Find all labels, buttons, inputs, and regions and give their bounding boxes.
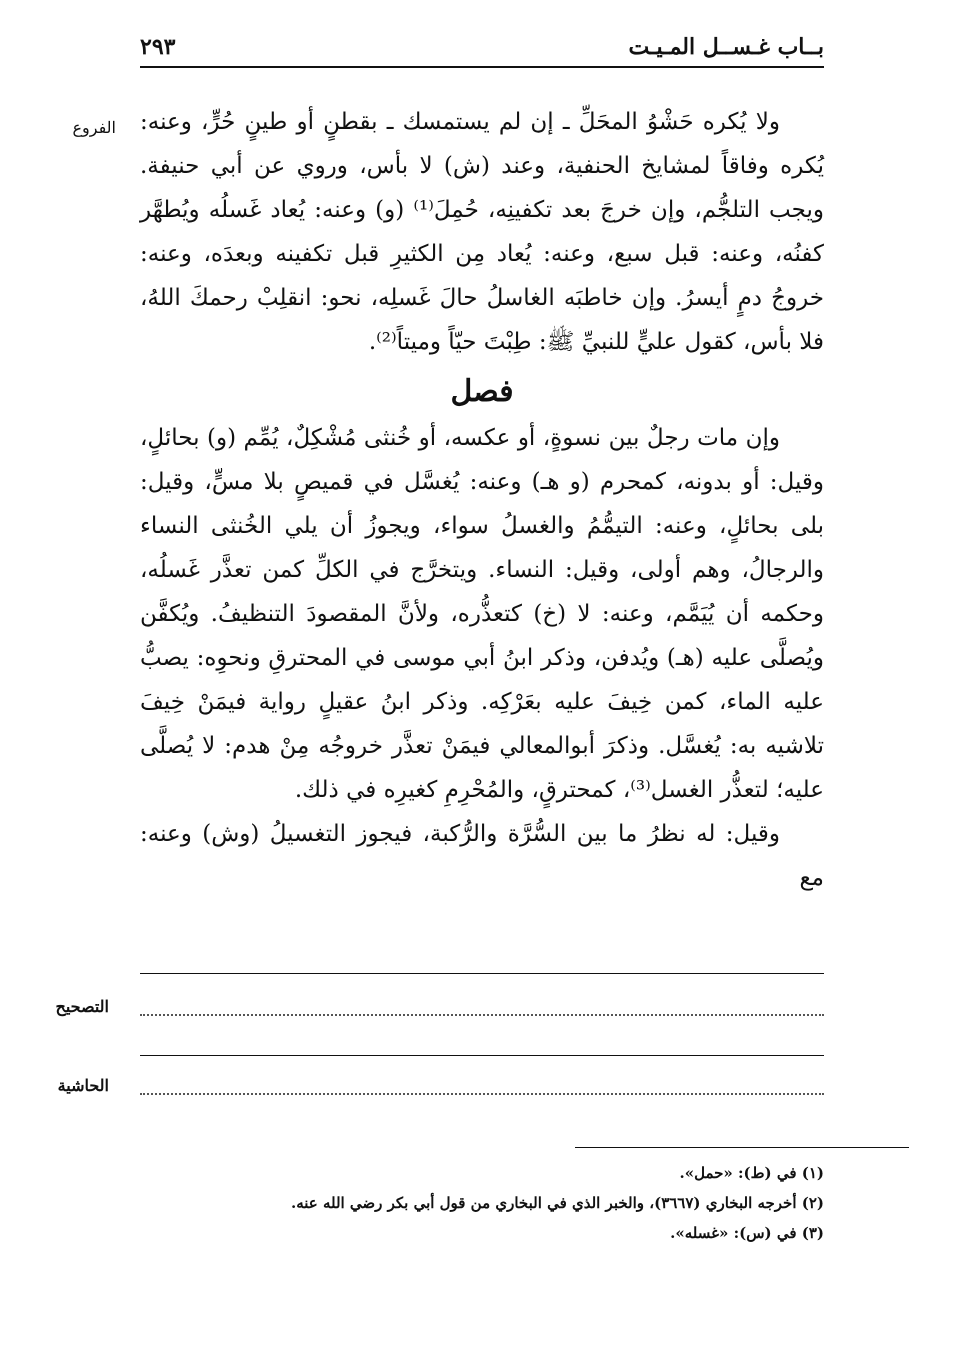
side-label-branches: الفروع [72, 118, 116, 137]
footnote: (٢) أخرجه البخاري (٣٦٦٧)، والخبر الذي في البخاري من قول أبي بكر رضي الله عنه. [290, 1194, 824, 1212]
paragraph: ولا يُكره حَشْوُ المحَلِّ ـ إن لم يستمسك ـ بقطنٍ أو طينٍ حُرٍّ، وعنه: يُكره وفاقاً لمشايخ الحنفية، وعند (ش) لا بأس، وروي عن أبي حنيفة. ويجب التلجُّم، وإن خرجَ بعد تكفينِه، حُمِلَ⁽¹⁾ (و) وعنه: يُعاد غَسلُه ويُطهَّر كفنُه، وعنه: قبل سبع، وعنه: يُعاد مِن الكثيرِ قبل تكفينه وبعدَه، وعنه: خروجُ دمٍ أيسرُ. وإن خاطبَه الغاسلُ حالَ غَسلِه، نحو: انقلِبْ رحمكَ اللهُ، فلا بأس، كقول عليٍّ للنبيِّ ﷺ: طِبْتَ حيّاً وميتاً⁽²⁾. [140, 109, 825, 355]
footnote: (١) في (ط): «حمل». [679, 1164, 824, 1182]
correction-dotted-line [140, 1014, 824, 1016]
side-label-correction: التصحيح [55, 997, 109, 1016]
page-number: ٢٩٣ [140, 34, 176, 60]
footnotes [140, 1158, 824, 1248]
section-heading: فصل [450, 374, 514, 409]
running-title: بــاب غـســل المـيـت [628, 34, 824, 60]
main-text [140, 100, 824, 900]
side-label-commentary: الحاشية [57, 1076, 109, 1095]
paragraph: وقيل: له نظرُ ما بين السُّرَّة والرُّكبة، فيجوز التغسيلُ (وش) وعنه: مع [140, 821, 824, 891]
commentary-dotted-line [140, 1093, 824, 1095]
footnote-rule [575, 1147, 909, 1148]
correction-top-rule [140, 973, 824, 974]
commentary-top-rule [140, 1055, 824, 1056]
header-rule [140, 66, 824, 68]
paragraph: وإن مات رجلٌ بين نسوةٍ، أو عكسه، أو خُنثى مُشْكِلٌ، يُمِّم (و) بحائلٍ، وقيل: أو بدونه، كمحرم (و هـ) وعنه: يُغسَّل في قميصٍ بلا مسٍّ، وقيل: بلى بحائلٍ، وعنه: التيمُّمُ والغسلُ سواء، ويجوزُ أن يلي الخُنثى النساء والرجالُ، وهم أولى، وقيل: النساء. ويتخرَّج في الكلِّ كمن تعذَّر غَسلُه، وحكمه أن يُيَمَّم، وعنه: لا (خ) كتعذُّره، ولأنَّ المقصودَ التنظيفُ. ويُكفَّن ويُصلَّى عليه (هـ) ويُدفن، وذكر ابنُ أبي موسى في المحترقِ ونحوِه: يصبُّ عليه الماء، كمن خِيفَ عليه بعَرْكِه. وذكر ابنُ عقيلٍ رواية فيمَنْ خِيفَ تلاشيه به: يُغسَّل. وذكرَ أبوالمعالي فيمَنْ تعذَّر خروجُه مِنْ هدم: لا يُصلَّى عليه؛ لتعذُّر الغسل⁽³⁾، كمحترقٍ، والمُحْرِمِ كغيرِه في ذلك. [140, 425, 824, 803]
page-header [140, 34, 824, 64]
footnote: (٣) في (س): «غسله». [670, 1224, 824, 1242]
